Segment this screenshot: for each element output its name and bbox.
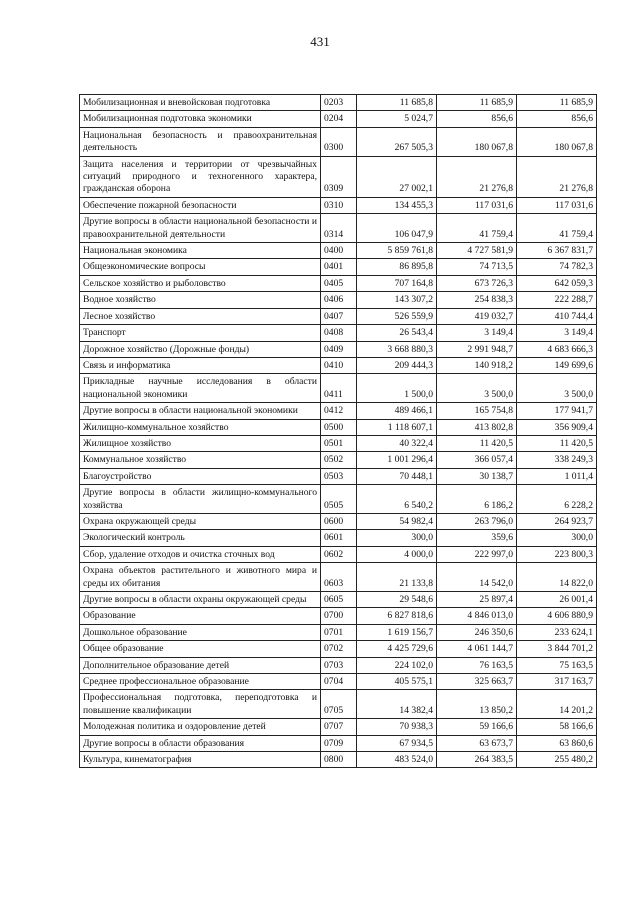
table-row: [80, 719, 597, 735]
section-code-cell: 0503: [321, 468, 357, 484]
amount-cell-2: 325 663,7: [437, 674, 517, 690]
section-code-cell: 0602: [321, 546, 357, 562]
amount-cell-2: 74 713,5: [437, 259, 517, 275]
section-name-cell: Культура, кинематография: [80, 752, 321, 768]
section-code-cell: 0505: [321, 485, 357, 514]
section-code-cell: 0314: [321, 214, 357, 243]
amount-cell-2: 2 991 948,7: [437, 341, 517, 357]
amount-cell-3: 74 782,3: [517, 259, 597, 275]
section-code-cell: 0701: [321, 624, 357, 640]
section-code-cell: 0501: [321, 435, 357, 451]
section-code-cell: 0601: [321, 530, 357, 546]
amount-cell-3: 14 201,2: [517, 690, 597, 719]
amount-cell-3: 14 822,0: [517, 563, 597, 592]
table-row: [80, 674, 597, 690]
table-row: [80, 624, 597, 640]
section-name-cell: Экологический контроль: [80, 530, 321, 546]
section-name-cell: Среднее профессиональное образование: [80, 674, 321, 690]
amount-cell-2: 4 846 013,0: [437, 608, 517, 624]
amount-cell-3: 3 500,0: [517, 374, 597, 403]
amount-cell-3: 356 909,4: [517, 419, 597, 435]
amount-cell-3: 180 067,8: [517, 127, 597, 156]
amount-cell-1: 40 322,4: [357, 435, 437, 451]
section-code-cell: 0400: [321, 243, 357, 259]
section-name-cell: Связь и информатика: [80, 357, 321, 373]
amount-cell-2: 419 032,7: [437, 308, 517, 324]
amount-cell-2: 366 057,4: [437, 452, 517, 468]
amount-cell-1: 224 102,0: [357, 657, 437, 673]
amount-cell-3: 4 606 880,9: [517, 608, 597, 624]
section-name-cell: Транспорт: [80, 325, 321, 341]
table-row: [80, 530, 597, 546]
amount-cell-3: 41 759,4: [517, 214, 597, 243]
amount-cell-2: 117 031,6: [437, 197, 517, 213]
section-code-cell: 0704: [321, 674, 357, 690]
amount-cell-1: 5 859 761,8: [357, 243, 437, 259]
table-row: [80, 641, 597, 657]
amount-cell-1: 4 000,0: [357, 546, 437, 562]
section-code-cell: 0310: [321, 197, 357, 213]
table-row: [80, 111, 597, 127]
table-row: [80, 259, 597, 275]
amount-cell-1: 526 559,9: [357, 308, 437, 324]
section-name-cell: Благоустройство: [80, 468, 321, 484]
amount-cell-3: 338 249,3: [517, 452, 597, 468]
section-name-cell: Другие вопросы в области национальной безопасности и правоохранительной деятельности: [80, 214, 321, 243]
amount-cell-3: 856,6: [517, 111, 597, 127]
amount-cell-1: 1 500,0: [357, 374, 437, 403]
section-code-cell: 0409: [321, 341, 357, 357]
section-name-cell: Жилищно-коммунальное хозяйство: [80, 419, 321, 435]
section-name-cell: Обеспечение пожарной безопасности: [80, 197, 321, 213]
table-row: [80, 592, 597, 608]
section-name-cell: Прикладные научные исследования в области национальной экономики: [80, 374, 321, 403]
section-code-cell: 0204: [321, 111, 357, 127]
section-name-cell: Другие вопросы в области жилищно-коммунального хозяйства: [80, 485, 321, 514]
amount-cell-2: 25 897,4: [437, 592, 517, 608]
amount-cell-2: 180 067,8: [437, 127, 517, 156]
section-name-cell: Национальная безопасность и правоохранительная деятельность: [80, 127, 321, 156]
amount-cell-3: 222 288,7: [517, 292, 597, 308]
amount-cell-3: 410 744,4: [517, 308, 597, 324]
section-code-cell: 0603: [321, 563, 357, 592]
table-row: [80, 735, 597, 751]
amount-cell-2: 4 061 144,7: [437, 641, 517, 657]
table-row: [80, 657, 597, 673]
amount-cell-1: 11 685,8: [357, 95, 437, 111]
amount-cell-1: 67 934,5: [357, 735, 437, 751]
amount-cell-3: 75 163,5: [517, 657, 597, 673]
section-name-cell: Дорожное хозяйство (Дорожные фонды): [80, 341, 321, 357]
amount-cell-1: 29 548,6: [357, 592, 437, 608]
section-name-cell: Дошкольное образование: [80, 624, 321, 640]
amount-cell-3: 233 624,1: [517, 624, 597, 640]
section-name-cell: Лесное хозяйство: [80, 308, 321, 324]
amount-cell-2: 856,6: [437, 111, 517, 127]
amount-cell-2: 59 166,6: [437, 719, 517, 735]
section-name-cell: Общее образование: [80, 641, 321, 657]
table-row: [80, 608, 597, 624]
amount-cell-2: 359,6: [437, 530, 517, 546]
table-row: [80, 357, 597, 373]
amount-cell-1: 86 895,8: [357, 259, 437, 275]
section-code-cell: 0406: [321, 292, 357, 308]
section-name-cell: Жилищное хозяйство: [80, 435, 321, 451]
amount-cell-1: 1 118 607,1: [357, 419, 437, 435]
table-row: [80, 563, 597, 592]
section-code-cell: 0500: [321, 419, 357, 435]
amount-cell-2: 30 138,7: [437, 468, 517, 484]
amount-cell-1: 6 827 818,6: [357, 608, 437, 624]
section-name-cell: Водное хозяйство: [80, 292, 321, 308]
section-name-cell: Дополнительное образование детей: [80, 657, 321, 673]
amount-cell-2: 11 420,5: [437, 435, 517, 451]
amount-cell-2: 41 759,4: [437, 214, 517, 243]
amount-cell-3: 58 166,6: [517, 719, 597, 735]
amount-cell-1: 4 425 729,6: [357, 641, 437, 657]
table-row: [80, 513, 597, 529]
section-name-cell: Защита населения и территории от чрезвычайных ситуаций природного и техногенного характера, гражданская оборона: [80, 156, 321, 197]
amount-cell-2: 263 796,0: [437, 513, 517, 529]
amount-cell-2: 11 685,9: [437, 95, 517, 111]
section-name-cell: Сбор, удаление отходов и очистка сточных вод: [80, 546, 321, 562]
section-code-cell: 0408: [321, 325, 357, 341]
amount-cell-2: 3 149,4: [437, 325, 517, 341]
amount-cell-1: 143 307,2: [357, 292, 437, 308]
amount-cell-1: 70 448,1: [357, 468, 437, 484]
table-row: [80, 292, 597, 308]
budget-table: [79, 94, 597, 768]
table-row: [80, 690, 597, 719]
section-code-cell: 0203: [321, 95, 357, 111]
table-row: [80, 275, 597, 291]
table-row: [80, 403, 597, 419]
section-code-cell: 0407: [321, 308, 357, 324]
section-code-cell: 0405: [321, 275, 357, 291]
amount-cell-2: 264 383,5: [437, 752, 517, 768]
section-name-cell: Другие вопросы в области образования: [80, 735, 321, 751]
table-row: [80, 546, 597, 562]
amount-cell-3: 117 031,6: [517, 197, 597, 213]
section-name-cell: Общеэкономические вопросы: [80, 259, 321, 275]
table-row: [80, 452, 597, 468]
amount-cell-3: 642 059,3: [517, 275, 597, 291]
amount-cell-1: 1 001 296,4: [357, 452, 437, 468]
amount-cell-2: 673 726,3: [437, 275, 517, 291]
table-row: [80, 752, 597, 768]
table-row: [80, 485, 597, 514]
section-name-cell: Другие вопросы в области охраны окружающей среды: [80, 592, 321, 608]
amount-cell-2: 3 500,0: [437, 374, 517, 403]
table-row: [80, 468, 597, 484]
amount-cell-1: 489 466,1: [357, 403, 437, 419]
amount-cell-3: 149 699,6: [517, 357, 597, 373]
section-code-cell: 0300: [321, 127, 357, 156]
amount-cell-1: 6 540,2: [357, 485, 437, 514]
amount-cell-3: 177 941,7: [517, 403, 597, 419]
amount-cell-1: 26 543,4: [357, 325, 437, 341]
section-name-cell: Другие вопросы в области национальной экономики: [80, 403, 321, 419]
amount-cell-2: 6 186,2: [437, 485, 517, 514]
section-code-cell: 0410: [321, 357, 357, 373]
amount-cell-3: 264 923,7: [517, 513, 597, 529]
amount-cell-3: 26 001,4: [517, 592, 597, 608]
amount-cell-1: 106 047,9: [357, 214, 437, 243]
table-row: [80, 374, 597, 403]
table-row: [80, 197, 597, 213]
section-name-cell: Сельское хозяйство и рыболовство: [80, 275, 321, 291]
section-name-cell: Образование: [80, 608, 321, 624]
amount-cell-3: 3 149,4: [517, 325, 597, 341]
amount-cell-3: 255 480,2: [517, 752, 597, 768]
amount-cell-3: 6 367 831,7: [517, 243, 597, 259]
section-code-cell: 0703: [321, 657, 357, 673]
amount-cell-2: 140 918,2: [437, 357, 517, 373]
amount-cell-1: 27 002,1: [357, 156, 437, 197]
amount-cell-2: 21 276,8: [437, 156, 517, 197]
section-code-cell: 0309: [321, 156, 357, 197]
section-code-cell: 0702: [321, 641, 357, 657]
amount-cell-3: 3 844 701,2: [517, 641, 597, 657]
amount-cell-3: 300,0: [517, 530, 597, 546]
amount-cell-1: 209 444,3: [357, 357, 437, 373]
amount-cell-2: 4 727 581,9: [437, 243, 517, 259]
amount-cell-2: 165 754,8: [437, 403, 517, 419]
table-row: [80, 156, 597, 197]
amount-cell-2: 76 163,5: [437, 657, 517, 673]
section-name-cell: Мобилизационная подготовка экономики: [80, 111, 321, 127]
section-code-cell: 0700: [321, 608, 357, 624]
table-row: [80, 243, 597, 259]
section-code-cell: 0411: [321, 374, 357, 403]
amount-cell-1: 54 982,4: [357, 513, 437, 529]
section-name-cell: Охрана объектов растительного и животного мира и среды их обитания: [80, 563, 321, 592]
table-row: [80, 341, 597, 357]
amount-cell-2: 14 542,0: [437, 563, 517, 592]
amount-cell-2: 222 997,0: [437, 546, 517, 562]
amount-cell-1: 405 575,1: [357, 674, 437, 690]
section-code-cell: 0401: [321, 259, 357, 275]
amount-cell-3: 11 685,9: [517, 95, 597, 111]
table-row: [80, 419, 597, 435]
amount-cell-3: 11 420,5: [517, 435, 597, 451]
table-row: [80, 95, 597, 111]
amount-cell-1: 21 133,8: [357, 563, 437, 592]
section-code-cell: 0800: [321, 752, 357, 768]
amount-cell-1: 5 024,7: [357, 111, 437, 127]
amount-cell-1: 483 524,0: [357, 752, 437, 768]
amount-cell-1: 3 668 880,3: [357, 341, 437, 357]
page-number: 431: [310, 34, 330, 49]
amount-cell-1: 1 619 156,7: [357, 624, 437, 640]
amount-cell-3: 223 800,3: [517, 546, 597, 562]
section-code-cell: 0709: [321, 735, 357, 751]
amount-cell-2: 13 850,2: [437, 690, 517, 719]
section-code-cell: 0600: [321, 513, 357, 529]
section-name-cell: Молодежная политика и оздоровление детей: [80, 719, 321, 735]
section-code-cell: 0707: [321, 719, 357, 735]
amount-cell-3: 4 683 666,3: [517, 341, 597, 357]
amount-cell-3: 317 163,7: [517, 674, 597, 690]
amount-cell-2: 63 673,7: [437, 735, 517, 751]
amount-cell-1: 300,0: [357, 530, 437, 546]
section-code-cell: 0705: [321, 690, 357, 719]
section-name-cell: Мобилизационная и вневойсковая подготовка: [80, 95, 321, 111]
section-code-cell: 0412: [321, 403, 357, 419]
section-name-cell: Национальная экономика: [80, 243, 321, 259]
section-name-cell: Охрана окружающей среды: [80, 513, 321, 529]
table-row: [80, 325, 597, 341]
budget-table-body: [80, 95, 597, 768]
amount-cell-2: 413 802,8: [437, 419, 517, 435]
amount-cell-1: 70 938,3: [357, 719, 437, 735]
amount-cell-1: 14 382,4: [357, 690, 437, 719]
amount-cell-3: 21 276,8: [517, 156, 597, 197]
table-row: [80, 127, 597, 156]
amount-cell-3: 6 228,2: [517, 485, 597, 514]
section-code-cell: 0605: [321, 592, 357, 608]
section-name-cell: Коммунальное хозяйство: [80, 452, 321, 468]
amount-cell-1: 134 455,3: [357, 197, 437, 213]
amount-cell-2: 246 350,6: [437, 624, 517, 640]
section-code-cell: 0502: [321, 452, 357, 468]
table-row: [80, 308, 597, 324]
amount-cell-1: 267 505,3: [357, 127, 437, 156]
amount-cell-3: 1 011,4: [517, 468, 597, 484]
section-name-cell: Профессиональная подготовка, переподготовка и повышение квалификации: [80, 690, 321, 719]
table-row: [80, 214, 597, 243]
table-row: [80, 435, 597, 451]
amount-cell-1: 707 164,8: [357, 275, 437, 291]
amount-cell-3: 63 860,6: [517, 735, 597, 751]
amount-cell-2: 254 838,3: [437, 292, 517, 308]
